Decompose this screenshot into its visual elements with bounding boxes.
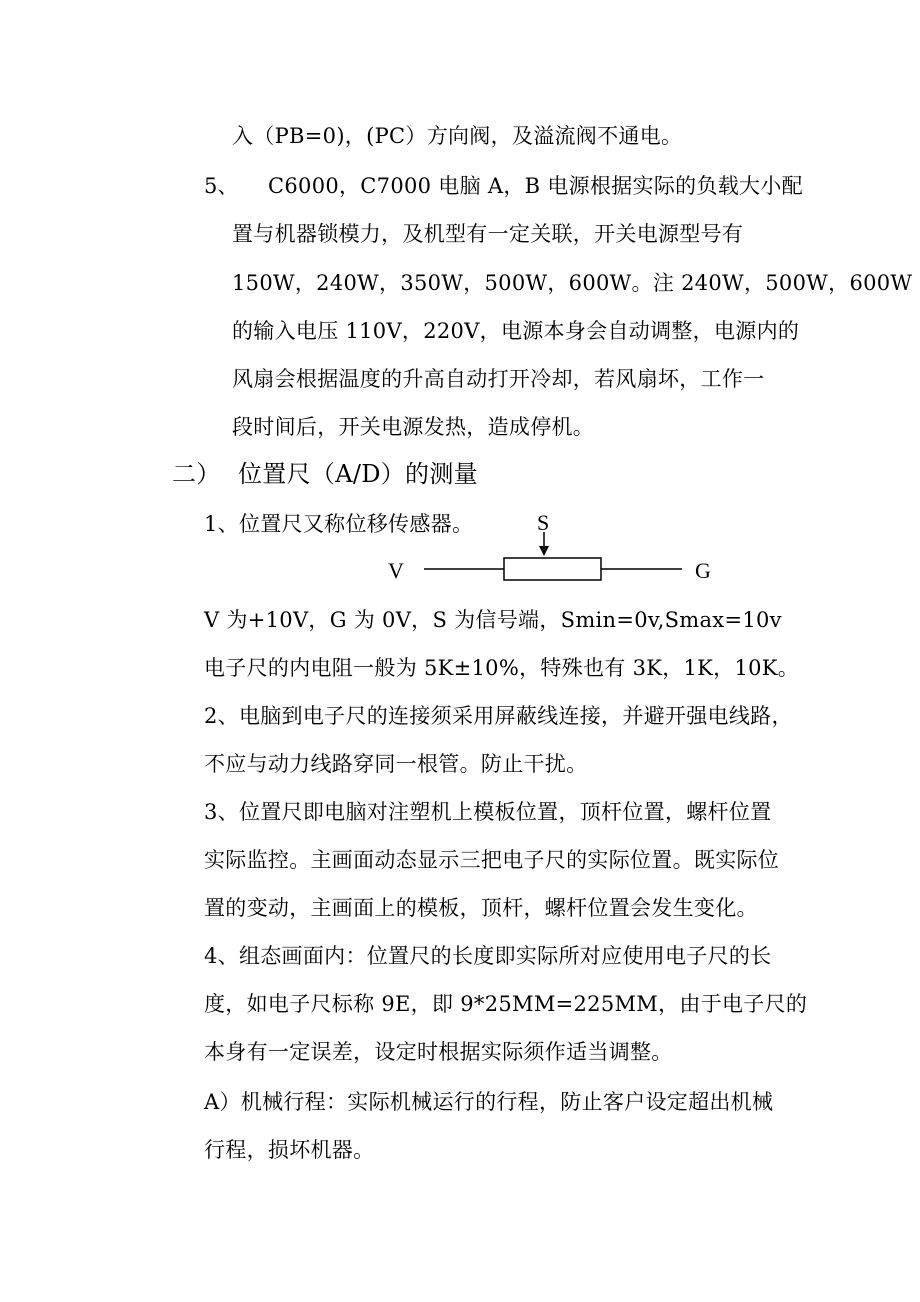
paragraph-a-line-2: 行程，损坏机器。	[204, 1138, 375, 1162]
item5-line-5: 风扇会根据温度的升高自动打开冷却，若风扇坏，工作一	[232, 367, 765, 391]
resistor-body	[504, 558, 601, 580]
section-heading-title: 位置尺（A/D）的测量	[238, 460, 478, 488]
potentiometer-diagram	[400, 520, 690, 590]
item4-continuation-line: 入（PB=0)，(PC）方向阀，及溢流阀不通电。	[232, 124, 683, 148]
paragraph-3-line-3: 置的变动，主画面上的模板，顶杆，螺杆位置会发生变化。	[204, 896, 758, 920]
paragraph-4-line-2: 度，如电子尺标称 9E，即 9*25MM=225MM，由于电子尺的	[204, 992, 808, 1016]
item5-line-4: 的输入电压 110V，220V，电源本身会自动调整，电源内的	[232, 319, 800, 343]
paragraph-4-line-3: 本身有一定误差，设定时根据实际须作适当调整。	[204, 1040, 673, 1064]
item5-line-2: 置与机器锁模力，及机型有一定关联，开关电源型号有	[232, 222, 744, 246]
paragraph-3-line-1: 3、位置尺即电脑对注塑机上模板位置，顶杆位置，螺杆位置	[204, 800, 772, 824]
paragraph-1b-line-1: V 为+10V，G 为 0V，S 为信号端，Smin=0v,Smax=10v	[204, 608, 782, 632]
item5-line-1: C6000，C7000 电脑 A，B 电源根据实际的负载大小配	[268, 174, 803, 198]
paragraph-2-line-2: 不应与动力线路穿同一根管。防止干扰。	[204, 752, 588, 776]
paragraph-3-line-2: 实际监控。主画面动态显示三把电子尺的实际位置。既实际位	[204, 848, 780, 872]
paragraph-2-line-1: 2、电脑到电子尺的连接须采用屏蔽线连接，并避开强电线路，	[204, 704, 793, 728]
diagram-label-s: S	[537, 510, 550, 535]
diagram-label-v: V	[388, 558, 404, 583]
item5-line-6: 段时间后，开关电源发热，造成停机。	[232, 415, 595, 439]
diagram-label-g: G	[695, 558, 711, 583]
paragraph-1b-line-2: 电子尺的内电阻一般为 5K±10%，特殊也有 3K，1K，10K。	[204, 656, 800, 680]
paragraph-4-line-1: 4、组态画面内：位置尺的长度即实际所对应使用电子尺的长	[204, 944, 772, 968]
wiper-arrow-head	[539, 546, 549, 556]
item5-number: 5、	[204, 174, 239, 198]
paragraph-1-text: 1、位置尺又称位移传感器。	[204, 512, 474, 536]
item5-line-3: 150W，240W，350W，500W，600W。注 240W，500W，600W	[232, 271, 913, 295]
paragraph-a-line-1: A）机械行程：实际机械运行的行程，防止客户设定超出机械	[204, 1090, 774, 1114]
section-heading-number: 二）	[172, 460, 221, 488]
